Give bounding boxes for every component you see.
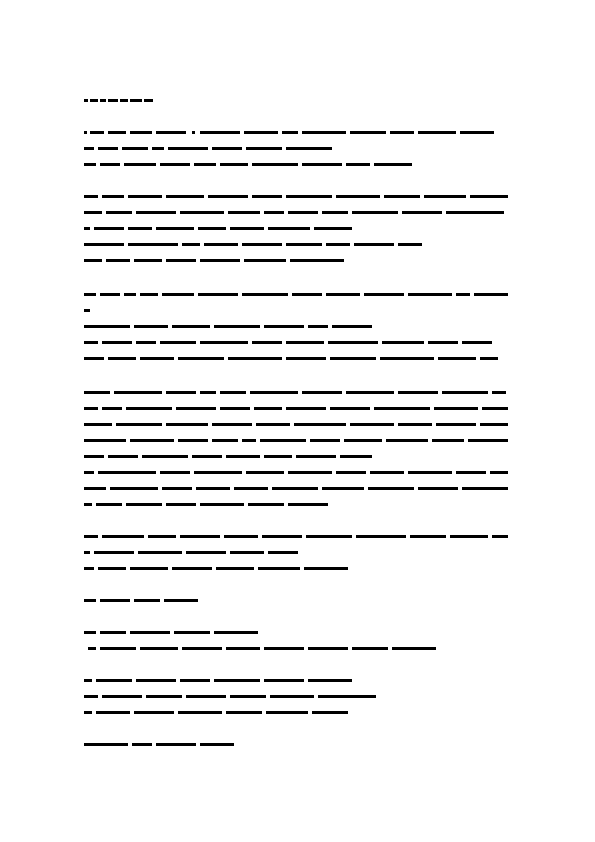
- paragraph-3-line-1: [84, 292, 509, 297]
- paragraph-5-line-3: [84, 566, 349, 571]
- illegible-text-strip: [84, 566, 349, 571]
- paragraph-4-line-3: [84, 422, 509, 427]
- illegible-text-strip: [84, 742, 234, 747]
- illegible-text-strip: [84, 340, 494, 345]
- illegible-text-strip: [84, 598, 199, 603]
- illegible-text-strip: [84, 550, 299, 555]
- section-subheading-line: [84, 598, 199, 603]
- paragraph-3-line-5: [84, 356, 499, 361]
- paragraph-1-line-3: [84, 162, 414, 167]
- paragraph-7-line-1: [84, 678, 354, 683]
- paragraph-4-line-7: [84, 486, 509, 491]
- paragraph-1-line-1: [84, 130, 494, 135]
- paragraph-7-line-2: [84, 694, 379, 699]
- illegible-text-strip: [84, 470, 509, 475]
- paragraph-2-line-3: [84, 226, 354, 231]
- illegible-text-strip: [84, 242, 424, 247]
- illegible-text-strip: [84, 308, 94, 313]
- illegible-text-strip: [84, 130, 494, 135]
- illegible-text-strip: [84, 486, 509, 491]
- illegible-text-strip: [84, 226, 354, 231]
- paragraph-5-line-1: [84, 534, 509, 539]
- illegible-text-strip: [84, 694, 379, 699]
- paragraph-6-line-2: [88, 646, 438, 651]
- paragraph-2-line-5: [84, 258, 346, 263]
- illegible-text-strip: [84, 390, 509, 395]
- illegible-text-strip: [84, 210, 506, 215]
- paragraph-6-line-1: [84, 630, 259, 635]
- illegible-text-strip: [84, 258, 346, 263]
- paragraph-4-line-4: [84, 438, 509, 443]
- illegible-text-strip: [84, 146, 334, 151]
- illegible-text-strip: [84, 502, 329, 507]
- illegible-text-strip: [84, 678, 354, 683]
- paragraph-4-line-5: [84, 454, 374, 459]
- illegible-text-strip: [84, 454, 374, 459]
- illegible-text-strip: [84, 534, 509, 539]
- paragraph-1-line-2: [84, 146, 334, 151]
- illegible-text-strip: [84, 194, 509, 199]
- paragraph-2-line-4: [84, 242, 424, 247]
- paragraph-4-line-8: [84, 502, 329, 507]
- paragraph-2-line-1: [84, 194, 509, 199]
- illegible-text-strip: [88, 646, 438, 651]
- paragraph-3-line-3: [84, 324, 374, 329]
- illegible-text-strip: [84, 162, 414, 167]
- paragraph-7-line-3: [84, 710, 349, 715]
- paragraph-2-line-2: [84, 210, 506, 215]
- illegible-text-strip: [84, 710, 349, 715]
- illegible-text-strip: [84, 406, 509, 411]
- document-heading-line: [84, 98, 154, 103]
- closing-line: [84, 742, 234, 747]
- illegible-text-strip: [84, 356, 499, 361]
- illegible-text-strip: [84, 324, 374, 329]
- paragraph-3-line-4: [84, 340, 494, 345]
- illegible-text-strip: [84, 292, 509, 297]
- paragraph-4-line-2: [84, 406, 509, 411]
- illegible-text-strip: [84, 438, 509, 443]
- illegible-text-strip: [84, 630, 259, 635]
- paragraph-4-line-6: [84, 470, 509, 475]
- paragraph-5-line-2: [84, 550, 299, 555]
- illegible-text-strip: [84, 422, 509, 427]
- illegible-text-strip: [84, 98, 154, 103]
- paragraph-4-line-1: [84, 390, 509, 395]
- paragraph-3-line-2: [84, 308, 94, 313]
